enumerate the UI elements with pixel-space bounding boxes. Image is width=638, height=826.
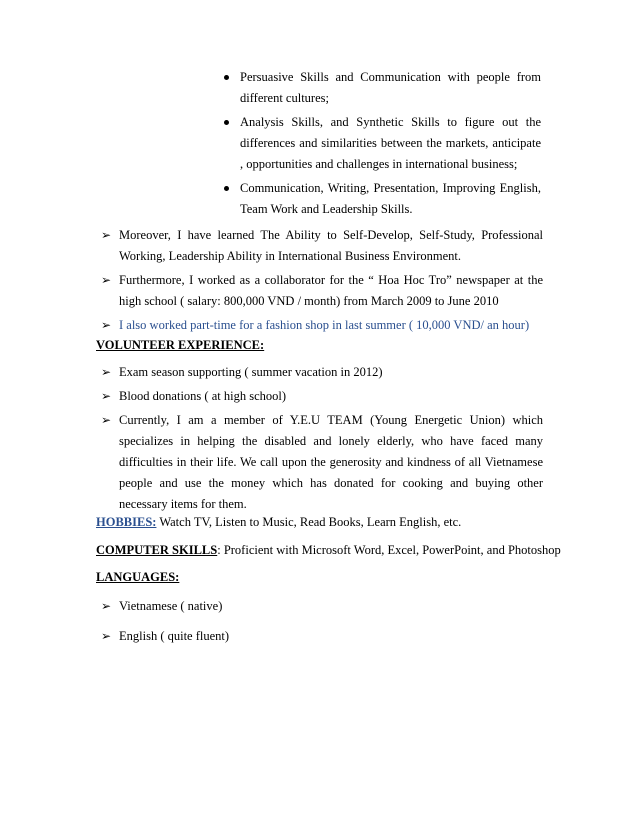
list-item: ➢ Furthermore, I worked as a collaborator for the “ Hoa Hoc Tro” newspaper at the high school ( salary: 800,000 VND / month) from March 2009 to June 2010 <box>100 270 543 312</box>
list-item: Analysis Skills, and Synthetic Skills to figure out the differences and similarities between the markets, anticipate , opportunities and challenges in international business; <box>221 112 541 175</box>
list-item: ➢ Exam season supporting ( summer vacation in 2012) <box>100 362 543 383</box>
list-item: ➢ Currently, I am a member of Y.E.U TEAM (Young Energetic Union) which specializes in helping the disabled and lonely elderly, who have faced many difficulties in their life. We call upon the generosity and kindness of all Vietnamese people and use the money which has donated for cooking and buying other necessary items for them. <box>100 410 543 515</box>
arrow-bullet-icon: ➢ <box>101 413 112 427</box>
list-item: Persuasive Skills and Communication with people from different cultures; <box>221 67 541 109</box>
arrow-bullet-icon: ➢ <box>101 599 112 613</box>
volunteer-heading: VOLUNTEER EXPERIENCE: <box>96 338 265 352</box>
skills-bullet-list <box>221 67 541 223</box>
arrow-bullet-icon: ➢ <box>101 389 112 403</box>
list-item: ➢ Vietnamese ( native) <box>100 596 543 617</box>
arrow-bullet-icon: ➢ <box>101 273 112 287</box>
hobbies-line <box>96 513 461 531</box>
list-item: Communication, Writing, Presentation, Improving English, Team Work and Leadership Skills. <box>221 178 541 220</box>
languages-heading: LANGUAGES: <box>96 570 180 584</box>
computer-skills-line <box>96 541 561 559</box>
arrow-bullet-icon: ➢ <box>101 365 112 379</box>
arrow-bullet-icon: ➢ <box>101 228 112 242</box>
computer-skills-label: COMPUTER SKILLS <box>96 543 218 557</box>
list-item: ➢ English ( quite fluent) <box>100 626 543 647</box>
hobbies-text: Watch TV, Listen to Music, Read Books, Learn English, etc. <box>156 515 462 529</box>
bullet-dot-icon <box>224 75 229 80</box>
list-item: ➢ Moreover, I have learned The Ability to Self-Develop, Self-Study, Professional Working, Leadership Ability in International Business Environment. <box>100 225 543 267</box>
arrow-bullet-icon: ➢ <box>101 629 112 643</box>
languages-arrow-list <box>100 596 543 650</box>
arrow-bullet-icon: ➢ <box>101 318 112 332</box>
list-item: ➢ I also worked part-time for a fashion shop in last summer ( 10,000 VND/ an hour) <box>100 315 543 336</box>
volunteer-arrow-list <box>100 362 543 518</box>
computer-skills-text: : Proficient with Microsoft Word, Excel, PowerPoint, and Photoshop <box>217 543 561 557</box>
list-item: ➢ Blood donations ( at high school) <box>100 386 543 407</box>
hobbies-label: HOBBIES: <box>96 515 157 529</box>
experience-arrow-list <box>100 225 543 339</box>
bullet-dot-icon <box>224 120 229 125</box>
bullet-dot-icon <box>224 186 229 191</box>
